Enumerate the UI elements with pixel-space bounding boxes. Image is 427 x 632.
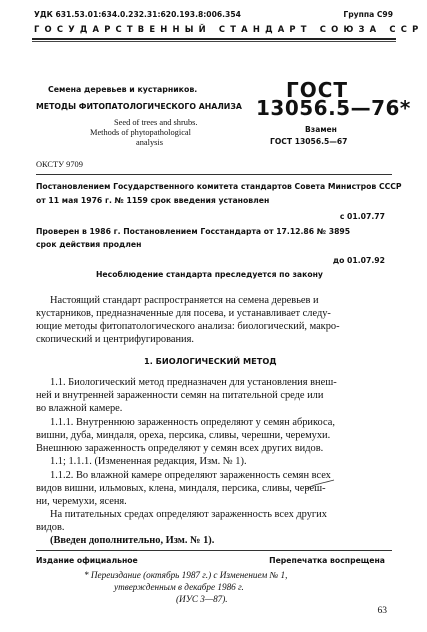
- paragraph-1-1-2-line-2: видов вишни, ильмовых, клена, миндаля, персика, сливы, череш-: [36, 483, 326, 494]
- intro-line-1: Настоящий стандарт распространяется на семена деревьев и: [50, 295, 319, 306]
- amendment-note: 1.1; 1.1.1. (Измененная редакция, Изм. № 1).: [50, 456, 247, 467]
- paragraph-1-1-1-line-1: 1.1.1. Внутреннюю зараженность определяют у семян абрикоса,: [50, 417, 335, 428]
- top-rule-thin: [32, 41, 396, 42]
- middle-rule: [36, 174, 392, 175]
- replaces-label: Взамен: [305, 125, 337, 134]
- standard-banner: ГОСУДАРСТВЕННЫЙ СТАНДАРТ СОЮЗА ССР: [34, 24, 424, 34]
- paragraph-1-1-2-line-1: 1.1.2. Во влажной камере определяют зараженность семян всех: [50, 470, 331, 481]
- paragraph-1-1-1-line-3: Внешнюю зараженность определяют у семян всех других видов.: [36, 443, 324, 454]
- intro-line-2: кустарников, предназначенные для посева, и устанавливает следу-: [36, 308, 331, 319]
- gost-number: 13056.5—76*: [256, 96, 411, 120]
- decree-line-2: от 11 мая 1976 г. № 1159 срок введения установлен: [36, 196, 270, 205]
- footnote-line-3: (ИУС 3—87).: [176, 594, 228, 604]
- official-edition-label: Издание официальное: [36, 556, 138, 565]
- addition-note: (Введен дополнительно, Изм. № 1).: [50, 535, 215, 546]
- section-heading: 1. БИОЛОГИЧЕСКИЙ МЕТОД: [144, 356, 277, 366]
- extended-date: до 01.07.92: [332, 256, 385, 265]
- udk-code: УДК 631.53.01:634.0.232.31:620.193.8:006.354: [34, 10, 241, 19]
- reprint-notice: Перепечатка воспрещена: [269, 556, 385, 565]
- paragraph-1-1-line-1: 1.1. Биологический метод предназначен для установления внеш-: [50, 377, 337, 388]
- footnote-line-2: утвержденным в декабре 1986 г.: [114, 582, 244, 592]
- pen-mark: [304, 478, 348, 492]
- title-en-line-3: analysis: [136, 138, 163, 147]
- gost-label: ГОСТ: [286, 78, 349, 102]
- decree-line-3: Проверен в 1986 г. Постановлением Госстандарта от 17.12.86 № 3895: [36, 227, 351, 236]
- group-code: Группа С99: [343, 10, 393, 19]
- okstu-code: ОКСТУ 9709: [36, 160, 83, 169]
- title-en-line-2: Methods of phytopathological: [90, 128, 191, 137]
- top-rule: [32, 38, 396, 40]
- paragraph-1-1-line-2: ней и внутренней зараженности семян на питательной среде или: [36, 390, 324, 401]
- paragraph-1-1-1-line-2: вишни, дуба, миндаля, ореха, персика, сливы, черешни, черемухи.: [36, 430, 331, 441]
- title-ru-line-1: Семена деревьев и кустарников.: [48, 85, 198, 94]
- footnote-line-1: * Переиздание (октябрь 1987 г.) с Изменением № 1,: [84, 570, 288, 580]
- paragraph-1-1-2-line-3: ни, черемухи, ясеня.: [36, 496, 127, 507]
- nutrient-media-line-1: На питательных средах определяют зараженность всех других: [50, 509, 327, 520]
- effective-date: с 01.07.77: [339, 212, 385, 221]
- title-ru-line-2: МЕТОДЫ ФИТОПАТОЛОГИЧЕСКОГО АНАЛИЗА: [36, 102, 242, 111]
- decree-line-4: срок действия продлен: [36, 240, 142, 249]
- intro-line-3: ющие методы фитопатологического анализа: биологический, макро-: [36, 321, 340, 332]
- decree-line-1: Постановлением Государственного комитета стандартов Совета Министров СССР: [36, 182, 402, 191]
- intro-line-4: скопический и центрифугирования.: [36, 334, 194, 345]
- page-number: 63: [377, 606, 387, 616]
- paragraph-1-1-line-3: во влажной камере.: [36, 403, 123, 414]
- nutrient-media-line-2: видов.: [36, 522, 65, 533]
- legal-warning: Несоблюдение стандарта преследуется по закону: [96, 270, 323, 279]
- bottom-rule: [36, 550, 392, 551]
- replaces-value: ГОСТ 13056.5—67: [270, 137, 348, 146]
- title-en-line-1: Seed of trees and shrubs.: [114, 118, 198, 127]
